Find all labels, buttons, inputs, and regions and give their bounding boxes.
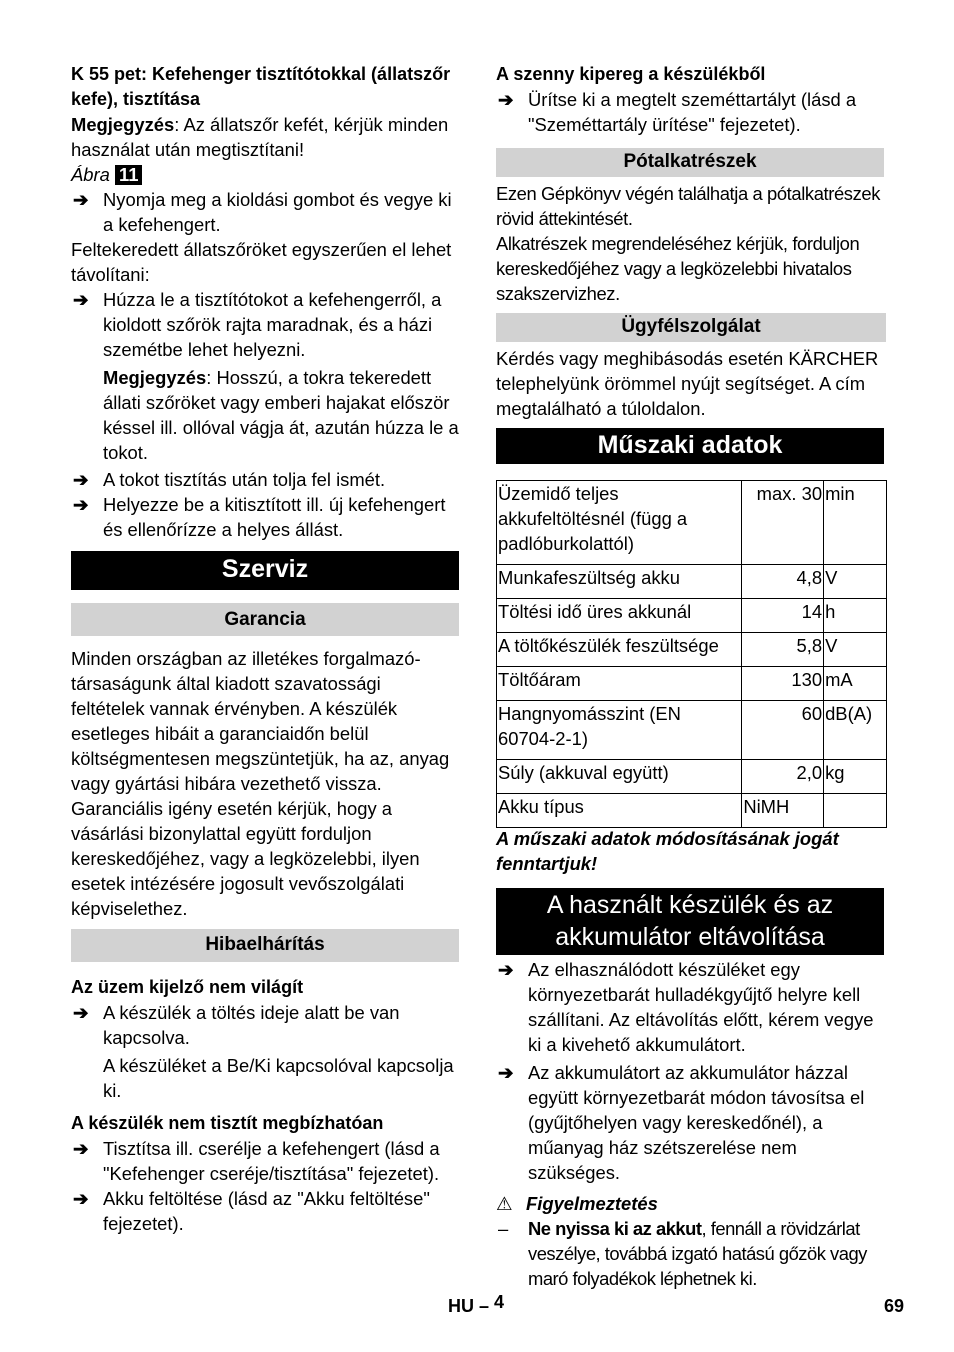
step-text: Nyomja meg a kioldási gombot és vegye ki a kefehengert. [103, 189, 452, 235]
page-number: 69 [884, 1296, 905, 1316]
subsection-title-ugyfelszolgalat: Ügyfélszolgálat [496, 313, 886, 342]
step-item [71, 1136, 459, 1186]
note-text: : Hosszú, a tokra tekeredett állati szőröket vagy emberi hajakat először késsel ill. ollóval vágja át, azután húzza le a tokot. [103, 367, 459, 463]
arrow-right-icon: ➔ [498, 959, 514, 980]
spec-value: 14 [742, 599, 824, 633]
customer-service-text: Kérdés vagy meghibásodás esetén KÄRCHER telephelyünk örömmel nyújt segítséget. A cím megtalálható a túloldalon. [496, 348, 879, 419]
spec-label: Töltési idő üres akkunál [497, 599, 742, 633]
spec-unit: min [824, 481, 887, 565]
step-item [71, 1186, 459, 1236]
step-item [496, 957, 886, 1057]
spec-label: Munkafeszültség akku [497, 565, 742, 599]
arrow-right-icon: ➔ [73, 1002, 89, 1023]
note-label: Megjegyzés [71, 114, 175, 135]
step-text: A készülék a töltés ideje alatt be van kapcsolva. [103, 1002, 400, 1048]
spec-row [497, 599, 887, 633]
spec-unit: V [824, 565, 887, 599]
figure-number-badge: 11 [115, 165, 142, 185]
warning-bold-text: Ne nyissa ki az akkut [528, 1218, 702, 1239]
spec-value: max. 30 [742, 481, 824, 565]
spec-unit [824, 794, 887, 828]
warning-item [496, 1216, 886, 1291]
figure-label: Ábra [71, 164, 110, 185]
section-title-muszaki-adatok: Műszaki adatok [496, 428, 884, 464]
arrow-right-icon: ➔ [498, 1062, 514, 1083]
arrow-right-icon: ➔ [73, 494, 89, 515]
step-item [71, 287, 459, 362]
arrow-right-icon: ➔ [498, 89, 514, 110]
spec-value: 5,8 [742, 633, 824, 667]
step-item [71, 187, 459, 237]
step-text: Helyezze be a kitisztított ill. új kefehengert és ellenőrízze a helyes állást. [103, 494, 446, 540]
step-text: Húzza le a tisztítótokot a kefehengerről, a kioldott szőrök rajta maradnak, és a házi szemétbe lehet helyezni. [103, 289, 442, 360]
step-item [71, 467, 459, 492]
left-column [71, 62, 459, 1236]
step-text: Tisztítsa ill. cserélje a kefehengert (lásd a "Kefehenger cseréje/tisztítása" fejezetet). [103, 1138, 440, 1184]
step-text: Akku feltöltése (lásd az "Akku feltöltése" fejezetet). [103, 1188, 430, 1234]
right-column [496, 62, 886, 1291]
spec-unit: kg [824, 760, 887, 794]
spec-unit: h [824, 599, 887, 633]
spec-row [497, 481, 887, 565]
subsection-title-hibaelharitas: Hibaelhárítás [71, 929, 459, 962]
spec-label: A töltőkészülék feszültsége [497, 633, 742, 667]
spec-value: 60 [742, 701, 824, 760]
warning-triangle-icon: ⚠ [496, 1193, 513, 1214]
step-text: A tokot tisztítás után tolja fel ismét. [103, 469, 386, 490]
remedy-text: A készüléket a Be/Ki kapcsolóval kapcsolja ki. [103, 1055, 454, 1101]
spec-label: Üzemidő teljes akkufeltöltésnél (függ a padlóburkolattól) [497, 481, 742, 565]
warning-text: , fennáll a rövidzárlat veszélye, továbbá izgató hatású gőzök vagy maró folyadékok léphetnek ki. [528, 1218, 867, 1289]
spec-unit: dB(A) [824, 701, 887, 760]
arrow-right-icon: ➔ [73, 289, 89, 310]
paragraph: Feltekeredett állatszőröket egyszerűen el lehet távolítani: [71, 239, 452, 285]
step-text: Az elhasználódott készüléket egy környezetbarát hulladékgyűjtő helyre kell szállítani. Az eltávolítás előtt, kérem vegye ki a kivehető akkumulátort. [528, 959, 874, 1055]
step-item [496, 1060, 886, 1185]
spec-row [497, 667, 887, 701]
warranty-text: Minden országban az illetékes forgalmazó-társaságunk által kiadott szavatossági feltételek vannak érvényben. A készülék esetleges hibáit a garanciaidőn belül költségmentesen megszüntetjük, ha az, anyag vagy gyártási hibára vezethető vissza. Garanciális igény esetén kérjük, hogy a vásárlási bizonylattal együtt forduljon kereskedőjéhez, vagy a legközelebbi, ilyen esetek intézésére jogosult vevőszolgálati képviselethez. [71, 648, 450, 919]
trouble-heading-dirt: A szenny kipereg a készülékből [496, 64, 766, 84]
figure-reference [71, 162, 459, 187]
local-page-number: 4 [494, 1292, 505, 1312]
note-label: Megjegyzés [103, 367, 207, 388]
section-heading-brush-cleaning: K 55 pet: Kefehenger tisztítótokkal (állatszőr kefe), tisztítása [71, 64, 451, 109]
note-paragraph [71, 365, 459, 465]
language-code: HU [448, 1296, 474, 1316]
step-item [71, 492, 459, 542]
page-footer-label [448, 1292, 505, 1317]
dash-bullet: – [498, 1218, 508, 1239]
section-title-szerviz: Szerviz [71, 551, 459, 590]
spec-disclaimer: A műszaki adatok módosításának jogát fenntartjuk! [496, 828, 839, 874]
spec-row [497, 701, 887, 760]
spec-row [497, 794, 887, 828]
note-text: : Az állatszőr kefét, kérjük minden használat után megtisztítani! [71, 114, 449, 160]
spec-unit: mA [824, 667, 887, 701]
step-text: Az akkumulátort az akkumulátor házzal együtt környezetbarát módon távosítsa el (gyűjtőhelyen vagy kereskedőnél), a műanyag ház szétszerelése nem szükséges. [528, 1062, 865, 1183]
warning-heading [496, 1191, 886, 1216]
spec-row [497, 760, 887, 794]
spec-value: 2,0 [742, 760, 824, 794]
spec-label: Töltőáram [497, 667, 742, 701]
spec-label: Súly (akkuval együtt) [497, 760, 742, 794]
step-item [71, 1000, 459, 1050]
step-item [496, 87, 886, 137]
spec-label: Hangnyomásszint (EN 60704-2-1) [497, 701, 742, 760]
spare-parts-text-1: Ezen Gépkönyv végén találhatja a pótalkatrészek rövid áttekintését. [496, 183, 880, 229]
spec-value: 4,8 [742, 565, 824, 599]
trouble-heading-cleaning: A készülék nem tisztít megbízhatóan [71, 1113, 384, 1133]
spec-row [497, 633, 887, 667]
spec-label: Akku típus [497, 794, 742, 828]
arrow-right-icon: ➔ [73, 469, 89, 490]
trouble-heading-display: Az üzem kijelző nem világít [71, 977, 304, 997]
spare-parts-text-2: Alkatrészek megrendeléséhez kérjük, forduljon kereskedőjéhez vagy a legközelebbi hivatalos szakszervizhez. [496, 233, 860, 304]
spec-value: NiMH [742, 794, 824, 828]
arrow-right-icon: ➔ [73, 1138, 89, 1159]
specifications-table [496, 480, 887, 828]
arrow-right-icon: ➔ [73, 189, 89, 210]
subsection-title-potalkatreszek: Pótalkatrészek [496, 148, 884, 177]
section-title-disposal: A használt készülék és az akkumulátor eltávolítása [496, 888, 884, 955]
warning-label: Figyelmeztetés [526, 1193, 658, 1214]
note-paragraph [71, 112, 459, 162]
arrow-right-icon: ➔ [73, 1188, 89, 1209]
step-text: Ürítse ki a megtelt szeméttartályt (lásd a "Szeméttartály ürítése" fejezetet). [528, 89, 857, 135]
spec-unit: V [824, 633, 887, 667]
spec-value: 130 [742, 667, 824, 701]
subsection-title-garancia: Garancia [71, 603, 459, 636]
footer-dash: – [479, 1296, 490, 1316]
spec-row [497, 565, 887, 599]
